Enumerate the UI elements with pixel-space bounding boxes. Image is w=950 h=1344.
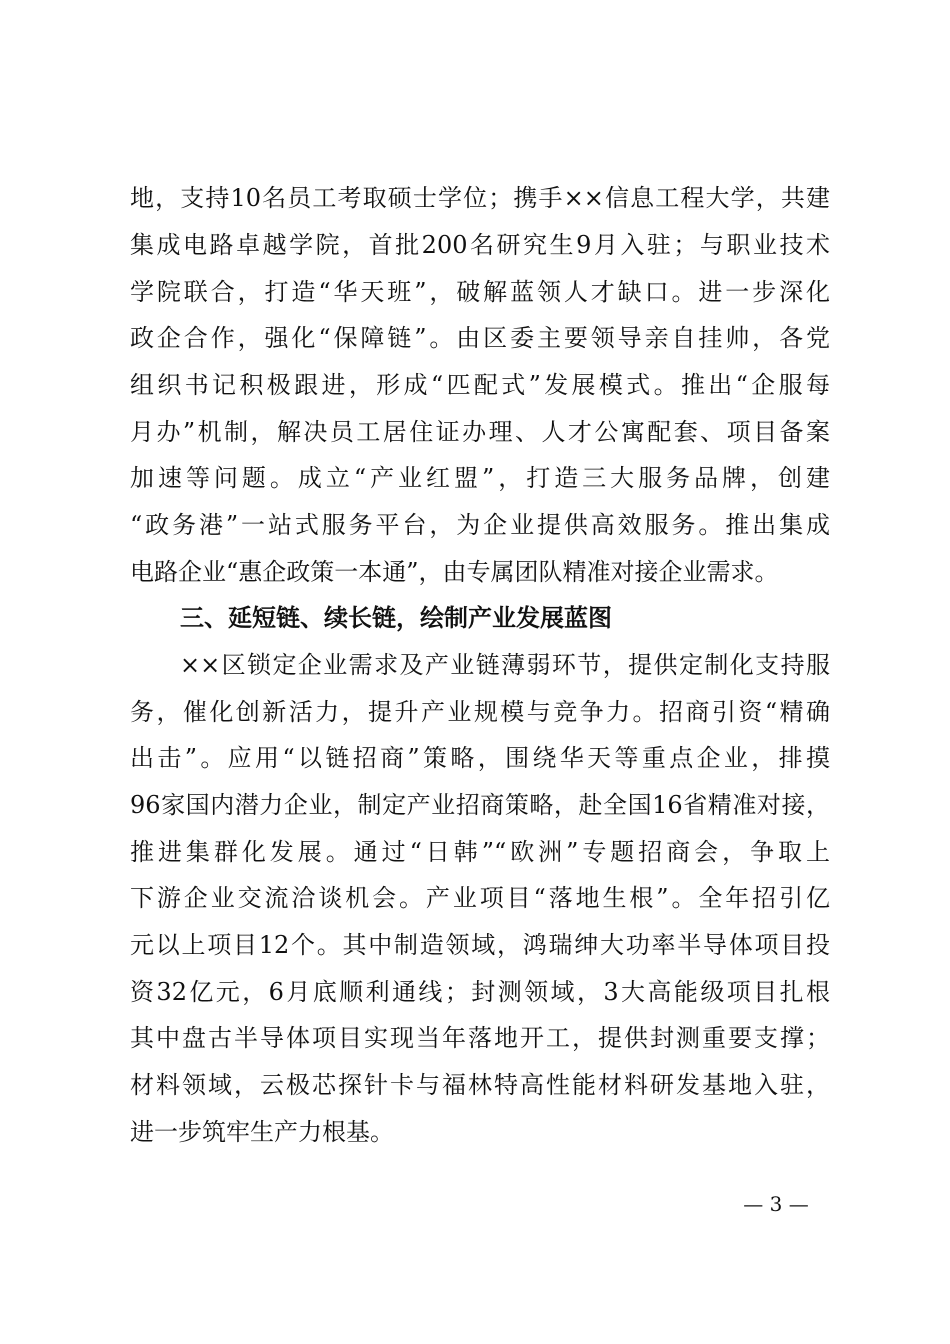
- body-line-5: 组织书记积极跟进，形成“匹配式”发展模式。推出“企服每: [130, 371, 830, 399]
- body-line-11: ××区锁定企业需求及产业链薄弱环节，提供定制化支持服: [180, 651, 830, 679]
- body-line-16: 下游企业交流洽谈机会。产业项目“落地生根”。全年招引亿: [130, 884, 830, 912]
- body-line-17: 元以上项目12个。其中制造领域，鸿瑞绅大功率半导体项目投: [130, 931, 830, 959]
- body-line-19: 其中盘古半导体项目实现当年落地开工，提供封测重要支撑；: [130, 1024, 830, 1052]
- body-line-9: 电路企业“惠企政策一本通”，由专属团队精准对接企业需求。: [130, 558, 779, 586]
- body-line-3: 学院联合，打造“华天班”，破解蓝领人才缺口。进一步深化: [130, 278, 830, 306]
- body-line-12: 务，催化创新活力，提升产业规模与竞争力。招商引资“精确: [130, 698, 830, 726]
- body-line-8: “政务港”一站式服务平台，为企业提供高效服务。推出集成: [130, 511, 830, 539]
- body-line-1: 地，支持10名员工考取硕士学位；携手××信息工程大学，共建: [130, 184, 830, 212]
- section-heading: 三、延短链、续长链，绘制产业发展蓝图: [180, 604, 612, 632]
- body-line-18: 资32亿元，6月底顺利通线；封测领域，3大高能级项目扎根: [130, 978, 830, 1006]
- body-line-21: 进一步筑牢生产力根基。: [130, 1118, 394, 1146]
- body-line-4: 政企合作，强化“保障链”。由区委主要领导亲自挂帅，各党: [130, 324, 830, 352]
- body-line-13: 出击”。应用“以链招商”策略，围绕华天等重点企业，排摸: [130, 744, 830, 772]
- body-line-20: 材料领域，云极芯探针卡与福林特高性能材料研发基地入驻，: [130, 1071, 830, 1099]
- body-line-14: 96家国内潜力企业，制定产业招商策略，赴全国16省精准对接，: [130, 791, 830, 819]
- page-number: — 3 —: [743, 1192, 809, 1216]
- body-line-7: 加速等问题。成立“产业红盟”，打造三大服务品牌，创建: [130, 464, 830, 492]
- body-line-2: 集成电路卓越学院，首批200名研究生9月入驻；与职业技术: [130, 231, 830, 259]
- body-line-6: 月办”机制，解决员工居住证办理、人才公寓配套、项目备案: [130, 418, 830, 446]
- body-line-15: 推进集群化发展。通过“日韩”“欧洲”专题招商会，争取上: [130, 838, 830, 866]
